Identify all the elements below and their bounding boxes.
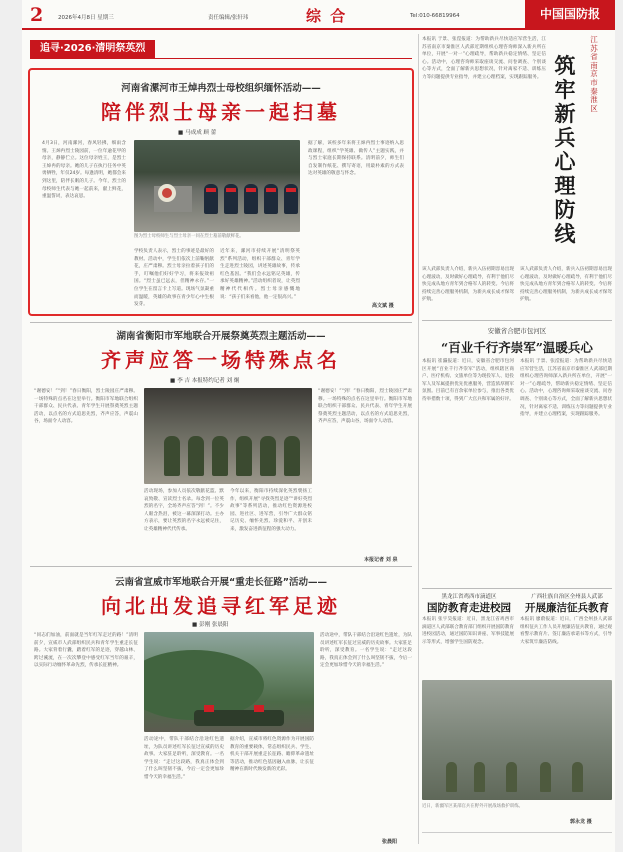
article2-col2: 活动现场，参加人员依次敬献花篮、默哀致敬、宣读烈士名录。每念到一位英烈的名字，全场齐声应答“到！”。不少人眼含热泪，被这一幕深深打动。主办方表示，要让英烈的名字永远被记住，让英雄精神代代传承。 xyxy=(144,489,224,532)
right-photo-author: 郭永龙 摄 xyxy=(570,819,592,825)
article3-col4: 活动途中，带队干部结合沿途红色遗址，为队员讲述红军长征过宣威的历史故事。大家驻足聆听，深受教育。一名学生说：“走过这段路，我真正体会到了什么叫坚韧不拔，今后一定会更加珍惜今天的幸福生活。” xyxy=(320,633,412,669)
right-article3-text: 本报讯 张宇昊报道：近日，黑龙江省鸡西市滴道区人武部联合教育部门组织开展国防教育进校园活动，通过国防知识讲座、军事技能展示等形式，增强学生国防观念。 xyxy=(422,617,514,645)
article3-col2: 活动途中，带队干部结合沿途红色遗址，为队员讲述红军长征过宣威的历史故事。大家驻足聆听，深受教育。一名学生说：“走过这段路，我真正体会到了什么叫坚韧不拔，今后一定会更加珍惜今天的幸福生活。” xyxy=(144,737,224,780)
article2-col3: 今年以来，衡阳市持续深化英烈褒扬工作，组织开展“寻找英烈足迹”“讲好英烈故事”等系列活动，推动红色资源进校园、进社区、进军营，引导广大群众铭记历史、缅怀先烈、珍爱和平、开创未来，激发奋进新征程的强大动力。 xyxy=(230,489,312,532)
article1-col3: 近年来，漯河市持续开展“清明祭英烈”系列活动，组织干部群众、青年学生走进烈士陵园，讲述英雄故事，传承红色基因。“我们会永远铭记英雄，传承好英雄精神。”活动组织者说，让英烈精神代代相传。烈士母亲感慨地说：“孩子们来看他，他一定很高兴。” xyxy=(220,249,300,300)
article2-author: 本报记者 刘 泉 xyxy=(364,557,398,563)
right-article2-col1: 本报讯 崔瀛报道：近日，安徽省合肥市包河区开展“百业千行齐崇军”活动，组织辖区商户、医疗机构、文旅单位等为现役军人、退役军人及军属提供优先优惠服务，营造浓厚拥军氛围。目前已有百余家单位参与，推出各类优待举措数十项，得到广大官兵和军属的好评。 xyxy=(422,359,514,402)
phone-number: Tel:010-66819964 xyxy=(410,13,460,19)
right-article3-kicker: 黑龙江省鸡西市滴道区 xyxy=(441,594,497,600)
right-vertical-kicker: 江苏省南京市秦淮区 xyxy=(590,35,598,113)
article1-photo-caption: 图为烈士母校师生与烈士母亲一同在烈士墓前敬献鲜花。 xyxy=(134,234,244,239)
right-vertical-headline: 筑牢新兵心理防线 xyxy=(554,53,576,246)
banner-rule xyxy=(30,58,412,59)
article2-kicker: 湖南省衡阳市军地联合开展祭奠英烈主题活动—— xyxy=(116,331,326,342)
right-article3-headline: 国防教育走进校园 xyxy=(427,602,511,614)
divider-2 xyxy=(30,566,412,567)
divider-1 xyxy=(30,322,412,323)
article1-author: 高文斌 摄 xyxy=(372,303,394,309)
section-title: 综 合 xyxy=(306,7,348,25)
right-divider-1 xyxy=(422,320,612,321)
article3-photo xyxy=(144,632,314,732)
right-article4-text: 本报讯 廖蔚报道：近日，广西全州县人武部组织征兵工作人员开展廉洁征兵教育，通过观看警示教育片、签订廉洁承诺书等方式，引导大家筑牢廉洁防线。 xyxy=(520,617,612,645)
column-rule xyxy=(418,34,419,844)
article3-byline: ■ 彭刚 张晨阳 xyxy=(192,620,228,628)
column-banner: 追寻·2026·清明祭英烈 xyxy=(30,40,155,58)
article1-headline: 陪伴烈士母亲一起扫墓 xyxy=(101,100,341,124)
featured-article[interactable] xyxy=(28,68,414,316)
newspaper-page xyxy=(22,0,615,852)
right-body-text-a: 该人武部负责人介绍，新兵入伍初期容易出现心理波动，及时做好心理疏导，有利于他们尽快完成从地方青年到合格军人的转变。今后将持续完善心理服务机制，为新兵成长成才保驾护航。 xyxy=(422,267,514,303)
article3-headline: 向北出发追寻红军足迹 xyxy=(101,594,341,618)
article3-author: 张晨阳 xyxy=(382,839,398,845)
page-number: 2 xyxy=(30,4,44,26)
editor-credit: 责任编辑/张轩玮 xyxy=(208,15,249,21)
article1-col1: 4月3日，河南漯河，春风轻拂，细雨含情。王焯冉烈士陵园前，一位年逾花甲的母亲，静静伫立。这位母亲姓王，是烈士王焯冉的母亲。她的儿子在执行任务中英勇牺牲，年仅24岁。每逢清明，她都会来到这里，陪伴长眠的儿子。今年，烈士的母校师生代表与她一起前来，献上鲜花，重温誓词，表达哀思。 xyxy=(42,141,126,200)
issue-date: 2026年4月8日 星期三 xyxy=(58,15,114,21)
right-body-text-b: 该人武部负责人介绍，新兵入伍初期容易出现心理波动，及时做好心理疏导，有利于他们尽快完成从地方青年到合格军人的转变。今后将持续完善心理服务机制，为新兵成长成才保驾护航。 xyxy=(520,267,612,303)
article3-col1: “同志们加油，前面就是当年红军走过的路！”清明前夕，宣威市人武部组织民兵和青年学生重走长征路。大家背着行囊，踏着红军的足迹，穿越山林、跨过溪流，在一次次攀登中感受红军当年的艰辛，以实际行动缅怀革命先烈，传承长征精神。 xyxy=(34,633,138,669)
bottom-rule xyxy=(422,832,612,833)
right-divider-2 xyxy=(422,588,612,589)
right-lead-text: 本报讯 于景、张滢报道：为帮助新兵尽快适应军营生活，江苏省南京市秦淮区人武部近期组织心理咨询师深入新兵所在单位，开展“一对一”心理疏导，帮助新兵稳定情绪、坚定信心。活动中，心理咨询师采取座谈交流、问卷调查、个别谈心等方式，全面了解新兵思想状况，针对离家不适、训练压力等问题提供专业指导，并建立心理档案，实现跟踪服务。 xyxy=(422,37,546,80)
right-article4-headline: 开展廉洁征兵教育 xyxy=(525,602,609,614)
right-article4-kicker: 广西壮族自治区全州县人武部 xyxy=(531,594,603,600)
article1-col4: 据了解，该校多年来将王焯冉烈士事迹纳入思政课程，组织“学英雄、做传人”主题实践，并与烈士家庭长期保持联系。清明前夕，师生们自发制作纸花、撰写寄语，用最朴素的方式表达对英雄的敬意与怀念。 xyxy=(308,141,404,177)
right-article2-headline: “百业千行齐崇军”温暖兵心 xyxy=(441,340,593,355)
article1-kicker: 河南省漯河市王焯冉烈士母校组织缅怀活动—— xyxy=(121,83,321,94)
article3-col3: 据介绍，宣威市将红色资源作为开展国防教育的重要载体，常态组织民兵、学生、机关干部开展重走长征路、瞻仰革命遗址等活动，推动红色基因融入血脉，让长征精神在新时代焕发新的光彩。 xyxy=(230,737,314,773)
article1-byline: ■ 马成成 顾 蕾 xyxy=(178,128,216,136)
article1-col2: 学校负责人表示，烈士的事迹是最好的教材。活动中，学生们依次上前鞠躬献花，庄严肃穆。烈士母亲拉着孩子们的手，叮嘱他们好好学习，将来报效祖国。“烈士虽已远去，但精神永存。”一位学生在留言卡上写道。现场气氛凝重而温暖，英雄的故事在青少年心中生根发芽。 xyxy=(134,249,214,308)
right-photo-caption: 近日，新疆军区某部官兵在野外开展战场救护训练。 xyxy=(422,804,523,809)
masthead-logo: 中国国防报 xyxy=(525,0,615,28)
article2-col4: “谢德安！”“到！”春日衡阳，烈士陵园庄严肃穆。一场特殊的点名在这里举行。衡阳市军地联合组织干部群众、民兵代表、青年学生开展祭奠英烈主题活动，以点名的方式追思先烈，齐声应答，声震山谷，场面令人动容。 xyxy=(318,389,412,425)
article2-photo xyxy=(144,388,312,484)
right-photo xyxy=(422,680,612,800)
page-header xyxy=(22,0,615,30)
article2-col1: “谢德安！”“到！”春日衡阳，烈士陵园庄严肃穆。一场特殊的点名在这里举行。衡阳市军地联合组织干部群众、民兵代表、青年学生开展祭奠英烈主题活动，以点名的方式追思先烈，齐声应答，声震山谷，场面令人动容。 xyxy=(34,389,138,425)
right-article2-col2: 本报讯 于景、张滢报道：为帮助新兵尽快适应军营生活，江苏省南京市秦淮区人武部近期组织心理咨询师深入新兵所在单位，开展“一对一”心理疏导，帮助新兵稳定情绪、坚定信心。活动中，心理咨询师采取座谈交流、问卷调查、个别谈心等方式，全面了解新兵思想状况，针对离家不适、训练压力等问题提供专业指导，并建立心理档案，实现跟踪服务。 xyxy=(520,359,612,418)
article2-headline: 齐声应答一场特殊点名 xyxy=(101,348,341,372)
right-article2-kicker: 安徽省合肥市包河区 xyxy=(487,327,547,335)
article2-byline: ■ 李 吉 本报特约记者 刘 炯 xyxy=(170,376,239,384)
article3-kicker: 云南省宣威市军地联合开展“重走长征路”活动—— xyxy=(115,577,327,588)
article1-photo xyxy=(134,140,300,232)
